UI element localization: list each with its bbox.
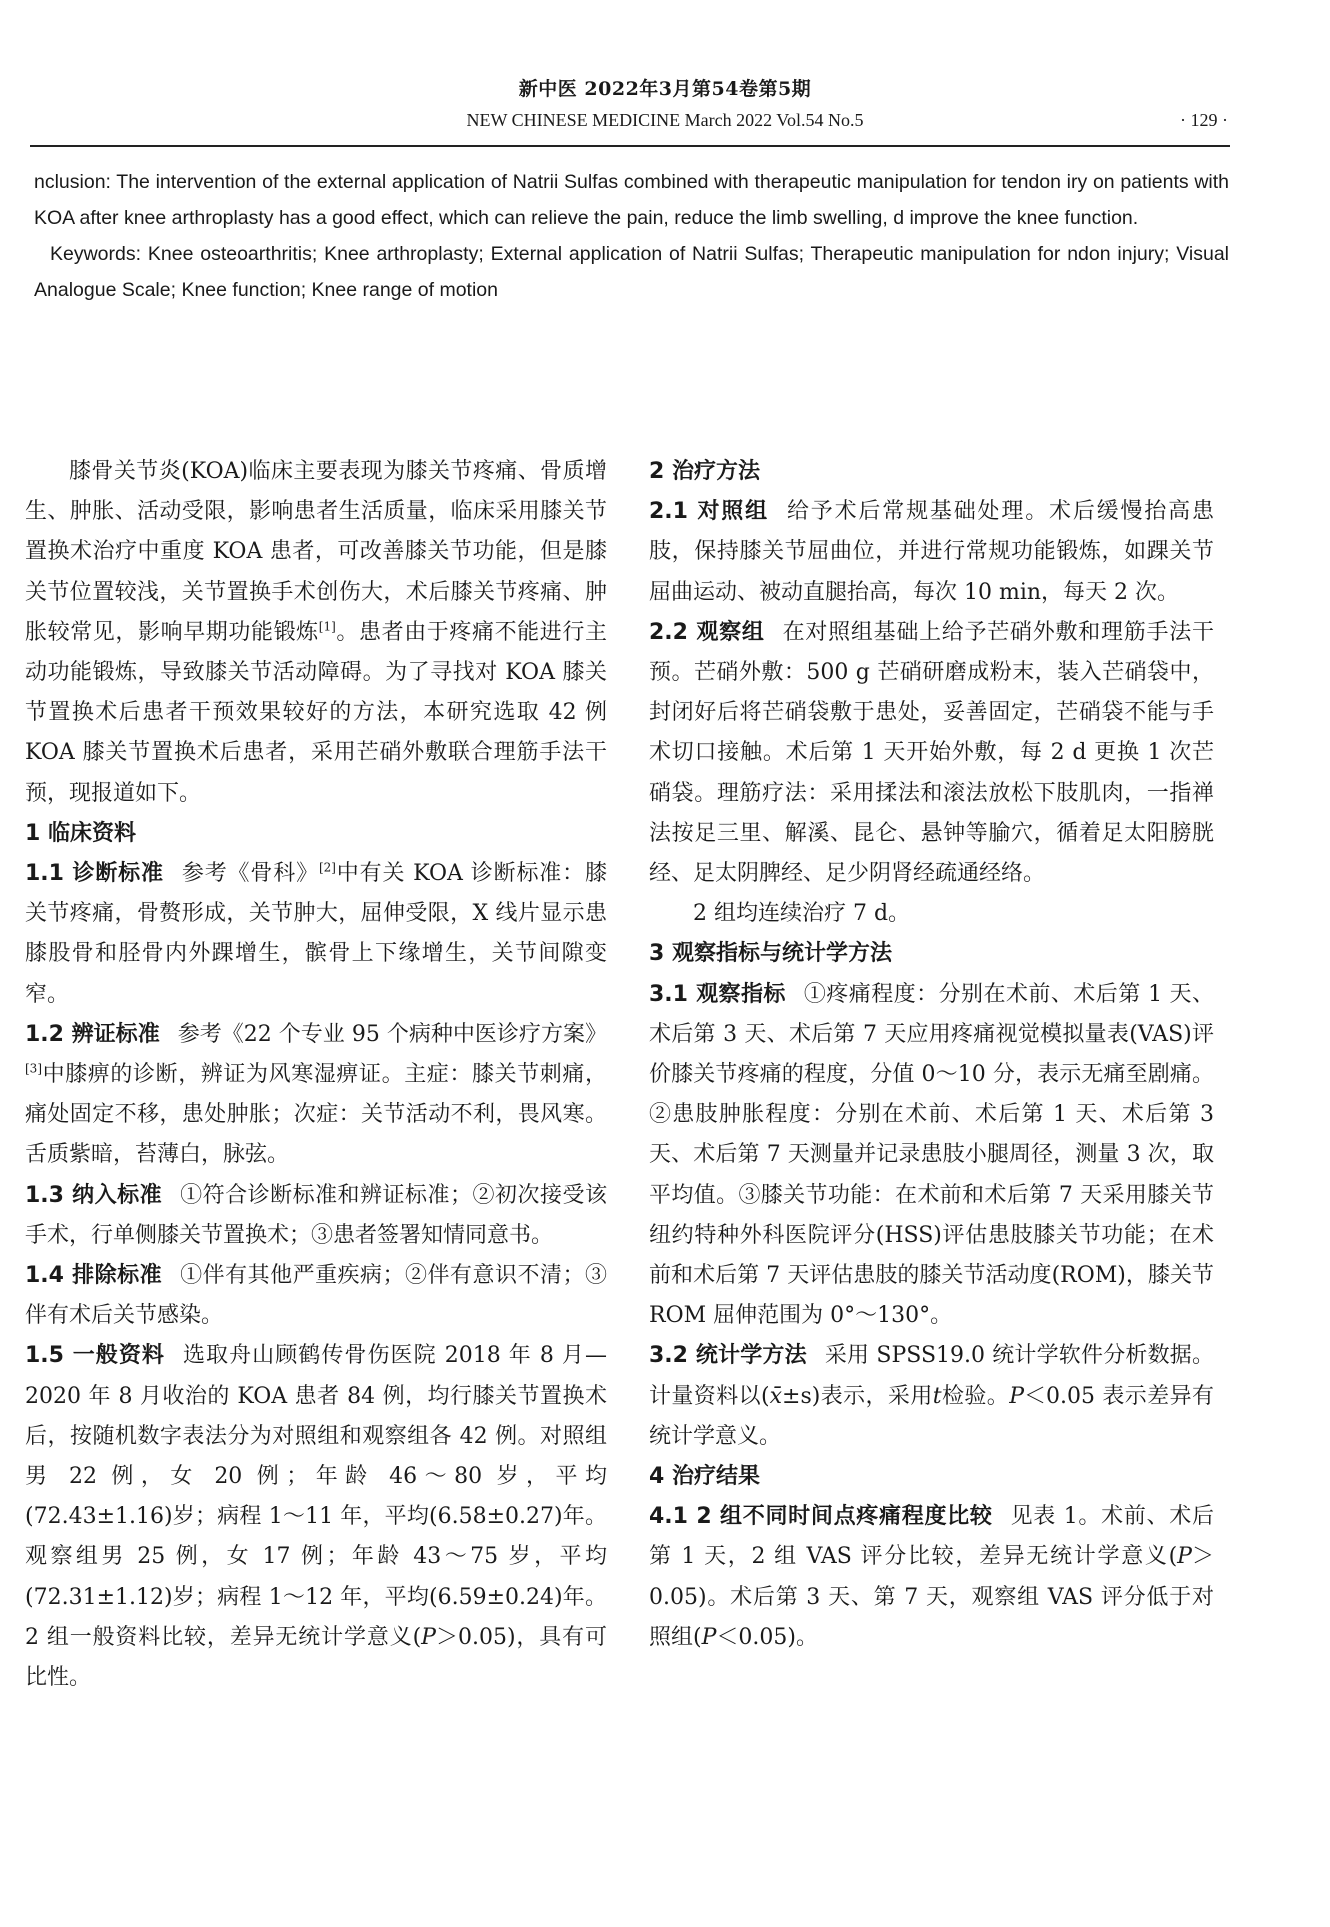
- section-text: ＞0.05)。术后第 3 天、第 7 天，观察组 VAS 评分低于对照组(: [649, 1544, 1214, 1650]
- section-text: 检验。: [941, 1383, 1010, 1409]
- section-4-1: [649, 1497, 1214, 1658]
- intro-paragraph: [25, 452, 607, 814]
- section-text: 选取舟山顾鹤传骨伤医院 2018 年 8 月—2020 年 8 月收治的 KOA 患者 84 例，均行膝关节置换术后，按随机数字表法分为对照组和观察组各 42 例。对照组男 22 例，女 20 例；年龄 46～80 岁，平均(72.43±1.16)岁；病程 1～11 年，平均(6.58±0.27)年。观察组男 25 例，女 17 例；年龄 43～75 岁，平均(72.31±1.12)岁；病程 1～12 年，平均(6.59±0.24)年。2 组一般资料比较，差异无统计学意义(: [25, 1343, 607, 1650]
- subsection-title: 1.2 辨证标准: [25, 1021, 160, 1047]
- section-text: 参考《22 个专业 95 个病种中医诊疗方案》: [177, 1021, 607, 1047]
- section-text: ±s)表示，采用: [782, 1383, 933, 1409]
- section-text: 中有关 KOA 诊断标准：膝关节疼痛，骨赘形成，关节肿大，屈伸受限，X 线片显示患膝股骨和胫骨内外踝增生，髌骨上下缘增生，关节间隙变窄。: [25, 861, 607, 1007]
- section-2-2: [649, 613, 1214, 894]
- p-symbol: P: [701, 1624, 717, 1650]
- english-abstract: [34, 164, 1229, 308]
- section-2-title: 2 治疗方法: [649, 459, 760, 484]
- section-text: 给予术后常规基础处理。术后缓慢抬高患肢，保持膝关节屈曲位，并进行常规功能锻炼，如踝关节屈曲运动、被动直腿抬高，每次 10 min，每天 2 次。: [649, 499, 1214, 605]
- subsection-title: 2.2 观察组: [649, 619, 765, 645]
- abstract-conclusion: nclusion: The intervention of the external application of Natrii Sulfas combined with therapeutic manipulation for tendon iry on patients with KOA after knee arthroplasty has a good effect, which can relieve the pain, reduce the limb swelling, d improve the knee function.: [34, 171, 1229, 229]
- subsection-title: 1.3 纳入标准: [25, 1182, 163, 1208]
- subsection-title: 1.5 一般资料: [25, 1343, 165, 1369]
- subsection-title: 1.1 诊断标准: [25, 861, 164, 887]
- citation-ref: [2]: [318, 860, 336, 875]
- header-rule: [30, 145, 1230, 147]
- journal-title-cn: 新中医 2022年3月第54卷第5期: [518, 78, 812, 100]
- keywords-text: Knee osteoarthritis; Knee arthroplasty; External application of Natrii Sulfas; Therapeutic manipulation for ndon injury; Visual Analogue Scale; Knee function; Knee range of motion: [34, 243, 1230, 301]
- journal-title-en: NEW CHINESE MEDICINE March 2022 Vol.54 No.5: [466, 110, 864, 130]
- t-symbol: t: [932, 1383, 942, 1409]
- section-text: ＞0.05)，具有可比性。: [25, 1624, 607, 1691]
- section-text: ①伴有其他严重疾病；②伴有意识不清；③伴有术后关节感染。: [25, 1263, 607, 1329]
- page-number: · 129 ·: [1180, 110, 1228, 130]
- p-symbol: P: [1177, 1544, 1192, 1570]
- section-1-4: [25, 1256, 607, 1336]
- subsection-title: 4.1 2 组不同时间点疼痛程度比较: [649, 1504, 993, 1530]
- section-text: ①疼痛程度：分别在术前、术后第 1 天、术后第 3 天、术后第 7 天应用疼痛视觉模拟量表(VAS)评价膝关节疼痛的程度，分值 0～10 分，表示无痛至剧痛。②患肢肿胀程度：分别在术前、术后第 1 天、术后第 3 天、术后第 7 天测量并记录患肢小腿周径，测量 3 次，取平均值。③膝关节功能：在术前和术后第 7 天采用膝关节纽约特种外科医院评分(HSS)评估患肢膝关节功能；在术前和术后第 7 天评估患肢的膝关节活动度(ROM)，膝关节 ROM 屈伸范围为 0°～130°。: [649, 981, 1214, 1329]
- section-1-1: [25, 854, 607, 1015]
- section-3-title: 3 观察指标与统计学方法: [649, 941, 892, 967]
- intro-text-a: 膝骨关节炎(KOA)临床主要表现为膝关节疼痛、骨质增生、肿胀、活动受限，影响患者生活质量，临床采用膝关节置换术治疗中重度 KOA 患者，可改善膝关节功能，但是膝关节位置较浅，关节置换手术创伤大，术后膝关节疼痛、肿胀较常见，影响早期功能锻炼: [25, 459, 607, 645]
- intro-text-b: 。患者由于疼痛不能进行主动功能锻炼，导致膝关节活动障碍。为了寻找对 KOA 膝关节置换术后患者干预效果较好的方法，本研究选取 42 例 KOA 膝关节置换术后患者，采用芒硝外敷联合理筋手法干预，现报道如下。: [25, 619, 607, 806]
- section-3-2: [649, 1336, 1214, 1457]
- citation-ref: [3]: [25, 1061, 42, 1076]
- subsection-title: 3.2 统计学方法: [649, 1343, 807, 1369]
- section-text: 参考《骨科》: [181, 861, 319, 887]
- subsection-title: 2.1 对照组: [649, 499, 769, 525]
- section-2-1: [649, 492, 1214, 613]
- abstract-keywords: [34, 236, 1229, 308]
- section-1-5: [25, 1336, 607, 1698]
- section-text: 见表 1。术前、术后第 1 天，2 组 VAS 评分比较，差异无统计学意义(: [649, 1504, 1214, 1570]
- p-symbol: P: [1009, 1383, 1024, 1409]
- section-text: 在对照组基础上给予芒硝外敷和理筋手法干预。芒硝外敷：500 g 芒硝研磨成粉末，装入芒硝袋中，封闭好后将芒硝袋敷于患处，妥善固定，芒硝袋不能与手术切口接触。术后第 1 天开始外敷，每 2 d 更换 1 次芒硝袋。理筋疗法：采用揉法和滚法放松下肢肌肉，一指禅法按足三里、解溪、昆仑、悬钟等腧穴，循着足太阳膀胱经、足太阴脾经、足少阴肾经疏通经络。: [649, 619, 1214, 887]
- section-text: ＜0.05)。: [716, 1624, 818, 1650]
- section-1-2: [25, 1015, 607, 1176]
- section-1-title: 1 临床资料: [25, 820, 136, 846]
- section-text: ①符合诊断标准和辨证标准；②初次接受该手术，行单侧膝关节置换术；③患者签署知情同意书。: [25, 1182, 607, 1248]
- section-text: ＜0.05 表示差异有统计学意义。: [649, 1383, 1214, 1449]
- treatment-duration-note: 2 组均连续治疗 7 d。: [693, 901, 911, 927]
- citation-ref: [1]: [318, 619, 336, 634]
- mean-symbol: x̄: [769, 1383, 783, 1409]
- keywords-label: Keywords:: [50, 243, 142, 265]
- p-symbol: P: [421, 1624, 436, 1650]
- section-3-1: [649, 975, 1214, 1337]
- section-4-title: 4 治疗结果: [649, 1464, 760, 1490]
- section-text: 中膝痹的诊断，辨证为风寒湿痹证。主症：膝关节刺痛，痛处固定不移，患处肿胀；次症：关节活动不利，畏风寒。舌质紫暗，苔薄白，脉弦。: [25, 1062, 607, 1168]
- subsection-title: 3.1 观察指标: [649, 981, 786, 1007]
- subsection-title: 1.4 排除标准: [25, 1263, 163, 1289]
- left-column: [25, 452, 607, 1698]
- section-1-3: [25, 1176, 607, 1256]
- section-text: 采用 SPSS19.0 统计学软件分析数据。计量资料以(: [649, 1343, 1214, 1409]
- right-column: [649, 452, 1214, 1658]
